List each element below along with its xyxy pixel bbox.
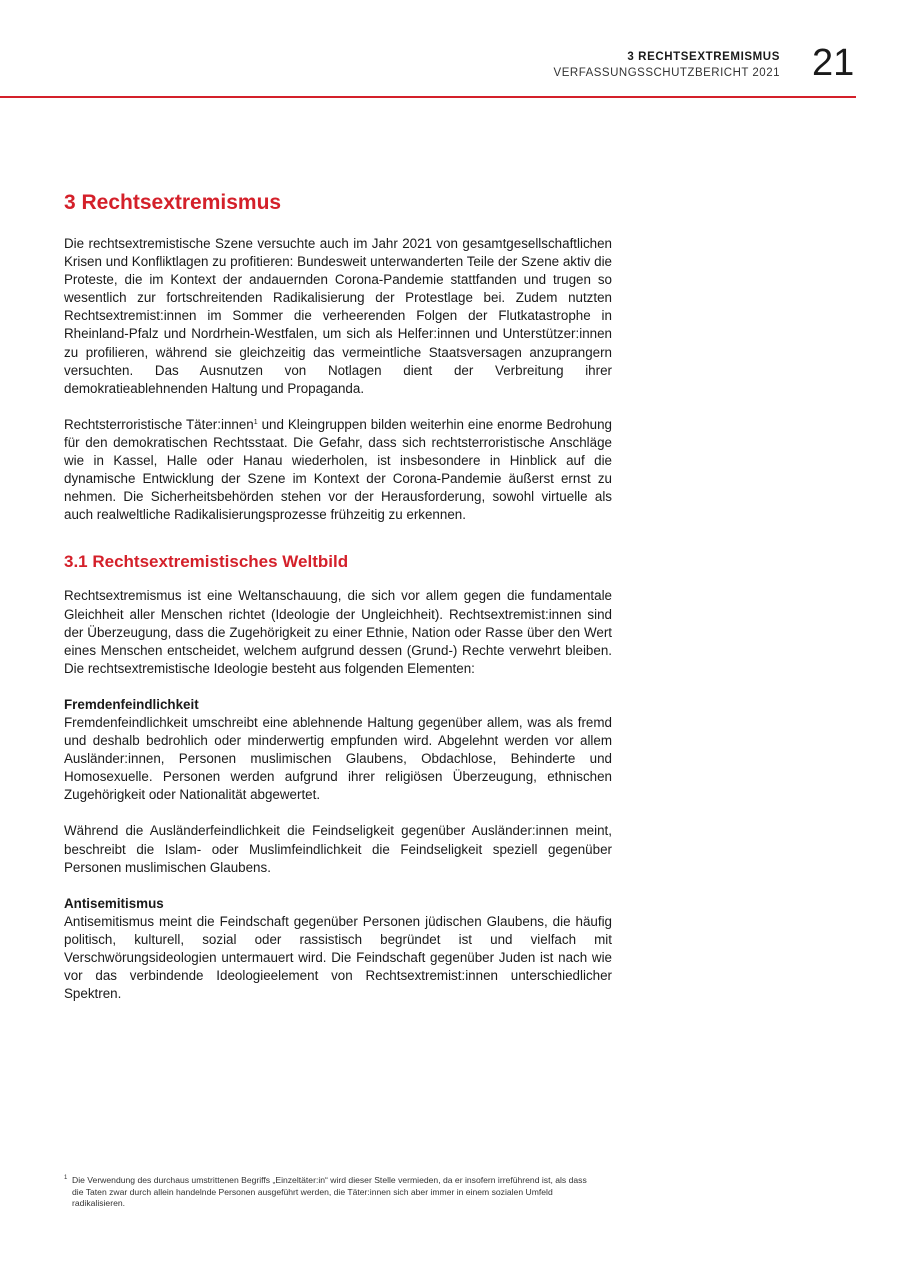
antisemitismus-heading: Antisemitismus: [64, 895, 164, 911]
header-chapter-title: 3 RECHTSEXTREMISMUS: [627, 51, 780, 63]
footnote-text: Die Verwendung des durchaus umstrittenen Begriffs „Einzeltäter:in“ wird dieser Stelle vermieden, da er insofern irreführend ist, als dass die Taten zwar durch allein handelnde Personen ausgeführt werden, die Täter:innen sich aber immer in einem sozialen Umfeld radikalisieren.: [72, 1175, 587, 1209]
subsection-intro: Rechtsextremismus ist eine Weltanschauung, die sich vor allem gegen die fundamentale Gleichheit aller Menschen richtet (Ideologie der Ungleichheit). Rechtsextremist:innen sind der Überzeugung, dass die Zugehörigkeit zu einer Ethnie, Nation oder Rasse über den Wert eines Menschen entscheidet, welchem aufgrund dessen (Grund-) Rechte verwehrt bleiben. Die rechtsextremistische Ideologie besteht aus folgenden Elementen:: [64, 588, 612, 676]
header-divider: [0, 96, 856, 98]
section-paragraph-2: [64, 416, 612, 525]
paragraph-2-start: Rechtsterroristische Täter:innen: [64, 416, 254, 432]
fremdenfeindlichkeit-paragraph-2: Während die Ausländerfeindlichkeit die Feindseligkeit gegenüber Ausländer:innen meint, beschreibt die Islam- oder Muslimfeindlichkeit die Feindseligkeit speziell gegenüber Personen muslimischen Glaubens.: [64, 823, 612, 875]
footnote: [64, 1175, 594, 1210]
antisemitismus-paragraph: Antisemitismus meint die Feindschaft gegenüber Personen jüdischen Glaubens, die häufig politisch, kulturell, sozial oder rassistisch begründet ist und vielfach mit Verschwörungsideologien untermauert wird. Die Feindschaft gegenüber Juden ist nach wie vor das verbindende Ideologieelement von Rechtsextremist:innen unterschiedlicher Spektren.: [64, 913, 612, 1002]
subsection-title: 3.1 Rechtsextremistisches Weltbild: [64, 552, 349, 572]
page-number: 21: [812, 42, 855, 84]
fremdenfeindlichkeit-paragraph-1: Fremdenfeindlichkeit umschreibt eine ablehnende Haltung gegenüber allem, was als fremd und deshalb bedrohlich oder minderwertig empfunden wird. Abgelehnt werden vor allem Ausländer:innen, Personen muslimischen Glaubens, Obdachlose, Behinderte und Homosexuelle. Personen werden aufgrund ihrer religiösen Überzeugung, ethnischen Zugehörigkeit oder Nationalität abgewertet.: [64, 714, 612, 803]
fremdenfeindlichkeit-heading: Fremdenfeindlichkeit: [64, 696, 199, 712]
footnote-reference[interactable]: 1: [253, 418, 258, 426]
header-report-title: VERFASSUNGSSCHUTZBERICHT 2021: [553, 67, 780, 79]
section-paragraph-1: Die rechtsextremistische Szene versuchte auch im Jahr 2021 von gesamtgesellschaftlichen Krisen und Konfliktlagen zu profitieren: Bundesweit unterwanderten Teile der Szene aktiv die Proteste, die im Kontext der andauernden Corona-Pandemie stattfanden und trugen so wesentlich zur fortschreitenden Radikalisierung der Protestlage bei. Zudem nutzten Rechtsextremist:innen im Sommer die verheerenden Folgen der Flutkatastrophe in Rheinland-Pfalz und Nordrhein-Westfalen, um sich als Helfer:innen und Unterstützer:innen zu profilieren, während sie gleichzeitig das vermeintliche Staatsversagen anzuprangern versuchten. Das Ausnutzen von Notlagen dient der Verbreitung ihrer demokratieablehnenden Haltung und Propaganda.: [64, 236, 612, 396]
section-title: 3 Rechtsextremismus: [64, 191, 282, 214]
footnote-mark: 1: [64, 1175, 68, 1181]
paragraph-2-rest: und Kleingruppen bilden weiterhin eine enorme Bedrohung für den demokratischen Rechtsstaat. Die Gefahr, dass sich rechtsterroristische Anschläge wie in Kassel, Halle oder Hanau wiederholen, ist insbesondere in Hinblick auf die dynamische Entwicklung der Szene im Kontext der Corona-Pandemie äußerst ernst zu nehmen. Die Sicherheitsbehörden stehen vor der Herausforderung, sowohl virtuelle als auch realweltliche Radikalisierungsprozesse frühzeitig zu erkennen.: [64, 416, 612, 523]
main-content: [64, 190, 612, 1003]
